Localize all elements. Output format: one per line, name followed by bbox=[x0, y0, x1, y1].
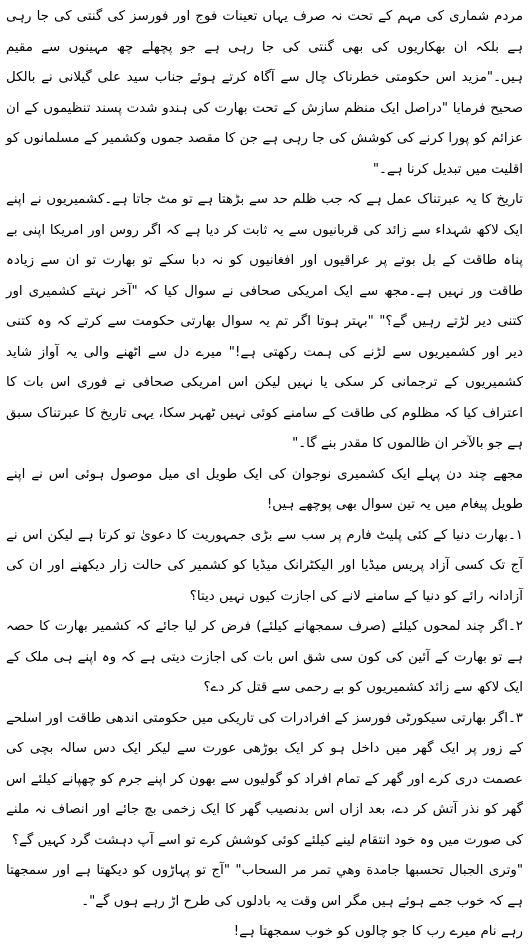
paragraph-census: مردم شماری کی مہم کے تحت نہ صرف یہاں تعینات فوج اور فورسز کی گنتی کی جا رہی ہے بلکہ ان بھکاریوں کی بھی گنتی کی جا رہی ہے جو پچھلے چھ مہینوں سے مقیم ہیں۔"مزید اس حکومتی خطرناک چال سے آگاہ کرتے ہوئے جناب سید علی گیلانی نے بالکل صحیح فرمایا "دراصل ایک منظم سازش کے تحت بھارت کی ہندو شدت پسند تنظیموں کے ان عزائم کو پورا کرنے کی کوشش کی جا رہی ہے جن کا مقصد جموں وکشمیر کے مسلمانوں کو اقلیت میں تبدیل کرنا ہے۔" bbox=[6, 9, 523, 177]
paragraph-email-intro: مجھے چند دن پہلے ایک کشمیری نوجوان کی ایک طویل ای میل موصول ہوئی اس نے اپنے طویل پیغام میں یہ تین سوال بھی پوچھے ہیں! bbox=[6, 466, 523, 512]
question-three: ۳۔اگر بھارتی سیکورٹی فورسز کے افرادرات کی تاریکی میں حکومتی اندھی طاقت اور اسلحے کے زور پر ایک گھر میں داخل ہو کر ایک بوڑھی عورت سے لیکر ایک دس سالہ بچی کی عصمت دری کرے اور گھر کے تمام افراد کو گولیوں سے بھون کر اپنے جرم کو چھپانے کیلئے اس گھر کو نذر آتش کر دے، بعد ازاں اس بدنصیب گھر کا ایک زخمی بچ جائے اور انصاف نہ ملنے کی صورت میں وہ خود انتقام لینے کیلئے کوئی کوشش کرے تو اسے آپ دہشت گرد کہیں گے؟ bbox=[6, 710, 523, 848]
question-two: ۲۔اگر چند لمحوں کیلئے (صرف سمجھانے کیلئے) فرض کر لیا جائے کہ کشمیر بھارت کا حصہ ہے تو بھارت کے آئین کی کون سی شق اس بات کی اجازت دیتی ہے کہ وہ اپنے ہی ملک کے ایک لاکھ سے زائد کشمیریوں کو بے رحمی سے قتل کر دے؟ bbox=[6, 619, 523, 695]
closing-line: رہے نام میرے رب کا جو چالوں کو خوب سمجھتا ہے! bbox=[233, 924, 523, 939]
question-one: ۱۔بھارت دنیا کے کئی پلیٹ فارم پر سب سے بڑی جمہوریت کا دعویٰ تو کرتا ہے لیکن اس نے آج تک کسی آزاد پریس میڈیا اور الیکٹرانک میڈیا کو کشمیر کی حالت زار دیکھنے اور ان کی آزادانہ رائے کو دنیا کے سامنے لانے کی اجازت کیوں نہیں دیتا؟ bbox=[6, 527, 523, 604]
quranic-verse: "وتری الجبال تحسبها جامدة وهي تمر مر السحاب" "آج تو پہاڑوں کو دیکھتا ہے اور سمجھتا ہے کہ خوب جمے ہوئے ہیں مگر اس وقت یہ بادلوں کی طرح اڑ رہے ہوں گے"۔ bbox=[6, 863, 523, 909]
paragraph-history-lesson: تاریخ کا یہ عبرتناک عمل ہے کہ جب ظلم حد سے بڑھتا ہے تو مٹ جاتا ہے۔کشمیریوں نے اپنے ایک لاکھ شہداء سے زائد کی قربانیوں سے یہ ثابت کر دیا ہے کہ اگر روس اور امریکا اپنی بے پناہ طاقت کے بل بوتے پر عراقیوں اور افغانیوں کو نہ دبا سکے تو بھارت تو ان سے زیادہ طاقت ور نہیں ہے۔مجھ سے ایک امریکی صحافی نے سوال کیا کہ "آخر نہتے کشمیری اور کتنی دیر لڑتے رہیں گے؟" "بہتر ہوتا اگر تم یہ سوال بھارتی حکومت سے کرتے کہ وہ کتنی دیر اور کشمیریوں سے لڑنے کی ہمت رکھتی ہے!" میرے دل سے اٹھنے والی یہ آواز شاید کشمیریوں کے ترجمانی کر سکی یا نہیں لیکن اس امریکی صحافی نے فوری اس بات کا اعتراف کیا کہ مظلوم کی طاقت کے سامنے کوئی نہیں ٹھہر سکا، یہی تاریخ کا عبرتناک سبق ہے جو بالآخر ان ظالموں کا مقدر بنے گا۔" bbox=[6, 192, 523, 451]
